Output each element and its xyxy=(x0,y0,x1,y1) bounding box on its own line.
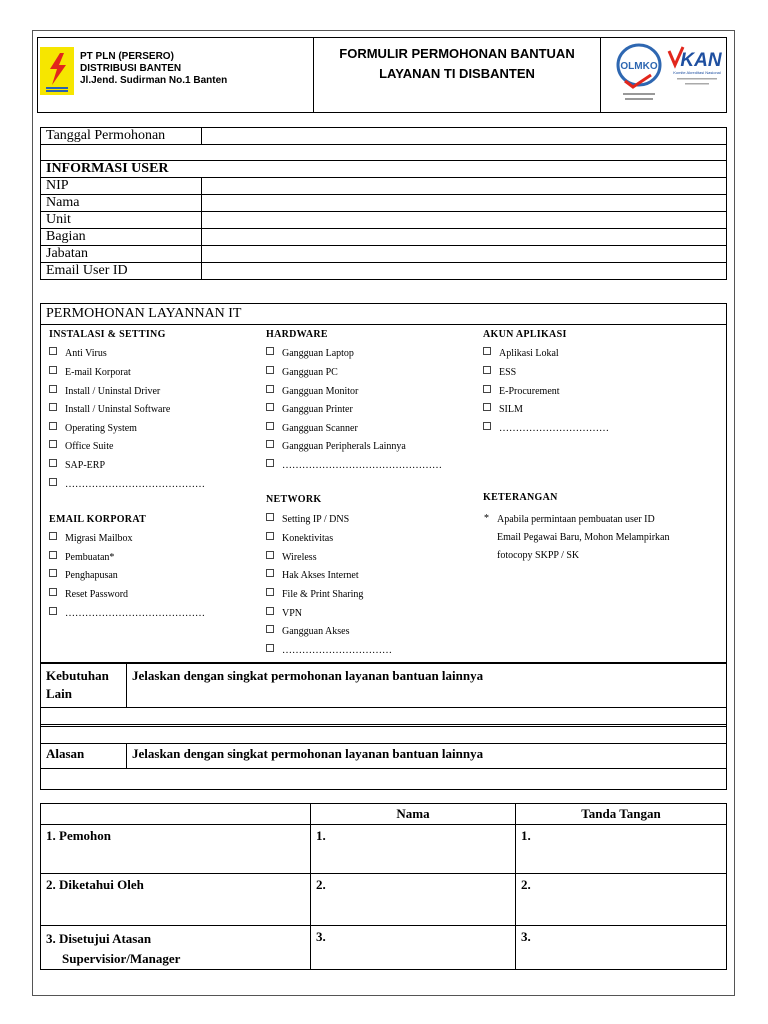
checkbox-wireless[interactable]: Wireless xyxy=(266,551,317,564)
alasan-spacer xyxy=(41,725,727,744)
category-hardware: HARDWARE xyxy=(266,329,328,340)
company-address: Jl.Jend. Sudirman No.1 Banten xyxy=(80,75,228,86)
checkbox-email-korporat[interactable]: E-mail Korporat xyxy=(49,366,131,379)
field-input-email[interactable] xyxy=(202,263,727,280)
checkbox-hak-akses-internet[interactable]: Hak Akses Internet xyxy=(266,569,359,582)
company-name: PT PLN (PERSERO) xyxy=(80,51,174,62)
keterangan-note xyxy=(497,511,669,565)
checkbox-setting-ip[interactable]: Setting IP / DNS xyxy=(266,513,349,526)
kan-subtitle: Komite Akreditasi Nasional xyxy=(673,70,721,75)
checkbox-gangguan-akses[interactable]: Gangguan Akses xyxy=(266,625,350,638)
checkbox-aplikasi-lokal[interactable]: Aplikasi Lokal xyxy=(483,347,559,360)
checkbox-network-other[interactable]: …………………………… xyxy=(266,644,392,657)
alasan-instruction: Jelaskan dengan singkat permohonan layanan bantuan lainnya xyxy=(127,744,727,769)
checkbox-office-suite[interactable]: Office Suite xyxy=(49,440,113,453)
field-label-bagian: Bagian xyxy=(41,229,202,246)
name-field-3[interactable]: 3. xyxy=(311,926,516,970)
checkbox-penghapusan[interactable]: Penghapusan xyxy=(49,569,118,582)
kebutuhan-label: Kebutuhan Lain xyxy=(41,664,127,708)
kan-logo xyxy=(667,43,725,93)
checkbox-hardware-other[interactable]: ………………………………………… xyxy=(266,459,442,472)
checkbox-gangguan-peripherals[interactable]: Gangguan Peripherals Lainnya xyxy=(266,440,406,453)
field-input-bagian[interactable] xyxy=(202,229,727,246)
role-disetujui-line1: 3. Disetujui Atasan xyxy=(46,931,152,946)
alasan-table xyxy=(40,724,727,790)
col-header-nama: Nama xyxy=(311,804,516,825)
company-division: DISTRIBUSI BANTEN xyxy=(80,63,182,74)
checkbox-e-procurement[interactable]: E-Procurement xyxy=(483,385,560,398)
request-date-field[interactable] xyxy=(202,128,727,145)
field-label-jabatan: Jabatan xyxy=(41,246,202,263)
field-label-email: Email User ID xyxy=(41,263,202,280)
category-akun-aplikasi: AKUN APLIKASI xyxy=(483,329,567,340)
company-block xyxy=(37,37,314,113)
signature-table xyxy=(40,803,727,970)
checkbox-gangguan-monitor[interactable]: Gangguan Monitor xyxy=(266,385,358,398)
checkbox-gangguan-printer[interactable]: Gangguan Printer xyxy=(266,403,353,416)
alasan-answer-field[interactable] xyxy=(41,769,727,790)
checkbox-konektivitas[interactable]: Konektivitas xyxy=(266,532,333,545)
checkbox-pembuatan[interactable]: Pembuatan* xyxy=(49,551,114,564)
certification-block xyxy=(601,37,727,113)
checkbox-install-driver[interactable]: Install / Uninstal Driver xyxy=(49,385,160,398)
form-title-line1: FORMULIR PERMOHONAN BANTUAN xyxy=(339,46,575,61)
field-input-nama[interactable] xyxy=(202,195,727,212)
checkbox-vpn[interactable]: VPN xyxy=(266,607,302,620)
alasan-label: Alasan xyxy=(41,744,127,769)
spacer-row xyxy=(41,145,727,161)
user-info-table xyxy=(40,127,727,280)
keterangan-line2: Email Pegawai Baru, Mohon Melampirkan xyxy=(497,532,670,543)
keterangan-line3: fotocopy SKPP / SK xyxy=(497,550,580,561)
olmk-text: OLMKO xyxy=(620,61,658,72)
role-disetujui-line2: Supervisior/Manager xyxy=(62,951,181,966)
checkbox-gangguan-pc[interactable]: Gangguan PC xyxy=(266,366,338,379)
name-field-1[interactable]: 1. xyxy=(311,825,516,874)
role-pemohon: 1. Pemohon xyxy=(41,825,311,874)
checkbox-operating-system[interactable]: Operating System xyxy=(49,422,137,435)
sign-field-3[interactable]: 3. xyxy=(516,926,727,970)
keterangan-line1: Apabila permintaan pembuatan user ID xyxy=(497,514,655,525)
checkbox-email-other[interactable]: …………………………………… xyxy=(49,607,205,620)
keterangan-bullet: * xyxy=(484,513,489,524)
field-row-email xyxy=(41,263,727,280)
signature-row-pemohon xyxy=(41,825,727,874)
field-row-nip xyxy=(41,178,727,195)
sign-field-1[interactable]: 1. xyxy=(516,825,727,874)
field-input-unit[interactable] xyxy=(202,212,727,229)
checkbox-silm[interactable]: SILM xyxy=(483,403,523,416)
signature-row-diketahui xyxy=(41,874,727,926)
role-disetujui xyxy=(41,926,311,970)
category-keterangan: KETERANGAN xyxy=(483,492,558,503)
pln-logo xyxy=(40,47,74,95)
field-label-nama: Nama xyxy=(41,195,202,212)
name-field-2[interactable]: 2. xyxy=(311,874,516,926)
kebutuhan-instruction: Jelaskan dengan singkat permohonan layanan bantuan lainnya xyxy=(127,664,727,708)
user-info-heading: INFORMASI USER xyxy=(41,161,727,178)
olmk-logo xyxy=(615,41,663,105)
checkbox-ess[interactable]: ESS xyxy=(483,366,516,379)
field-input-nip[interactable] xyxy=(202,178,727,195)
checkbox-gangguan-scanner[interactable]: Gangguan Scanner xyxy=(266,422,358,435)
it-request-heading: PERMOHONAN LAYANNAN IT xyxy=(40,303,727,325)
field-row-bagian xyxy=(41,229,727,246)
signature-header-blank xyxy=(41,804,311,825)
checkbox-reset-password[interactable]: Reset Password xyxy=(49,588,128,601)
checkbox-instalasi-other[interactable]: …………………………………… xyxy=(49,478,205,491)
checkbox-sap-erp[interactable]: SAP-ERP xyxy=(49,459,105,472)
checkbox-file-print-sharing[interactable]: File & Print Sharing xyxy=(266,588,363,601)
checkbox-akun-other[interactable]: …………………………… xyxy=(483,422,609,435)
field-label-nip: NIP xyxy=(41,178,202,195)
kan-text: KAN xyxy=(680,50,722,71)
field-row-nama xyxy=(41,195,727,212)
sign-field-2[interactable]: 2. xyxy=(516,874,727,926)
checkbox-install-software[interactable]: Install / Uninstal Software xyxy=(49,403,170,416)
field-row-unit xyxy=(41,212,727,229)
field-row-jabatan xyxy=(41,246,727,263)
form-title-line2: LAYANAN TI DISBANTEN xyxy=(379,66,535,81)
form-title-block xyxy=(314,37,601,113)
category-instalasi: INSTALASI & SETTING xyxy=(49,329,166,340)
category-network: NETWORK xyxy=(266,494,322,505)
field-input-jabatan[interactable] xyxy=(202,246,727,263)
role-diketahui: 2. Diketahui Oleh xyxy=(41,874,311,926)
kebutuhan-table xyxy=(40,663,727,727)
request-date-row xyxy=(41,128,727,145)
user-info-heading-row xyxy=(41,161,727,178)
checkbox-anti-virus[interactable]: Anti Virus xyxy=(49,347,107,360)
field-label-unit: Unit xyxy=(41,212,202,229)
checkbox-migrasi-mailbox[interactable]: Migrasi Mailbox xyxy=(49,532,133,545)
request-date-label: Tanggal Permohonan xyxy=(41,128,202,145)
checkbox-gangguan-laptop[interactable]: Gangguan Laptop xyxy=(266,347,354,360)
signature-row-disetujui xyxy=(41,926,727,970)
col-header-tanda-tangan: Tanda Tangan xyxy=(516,804,727,825)
category-email: EMAIL KORPORAT xyxy=(49,514,147,525)
signature-header-row xyxy=(41,804,727,825)
